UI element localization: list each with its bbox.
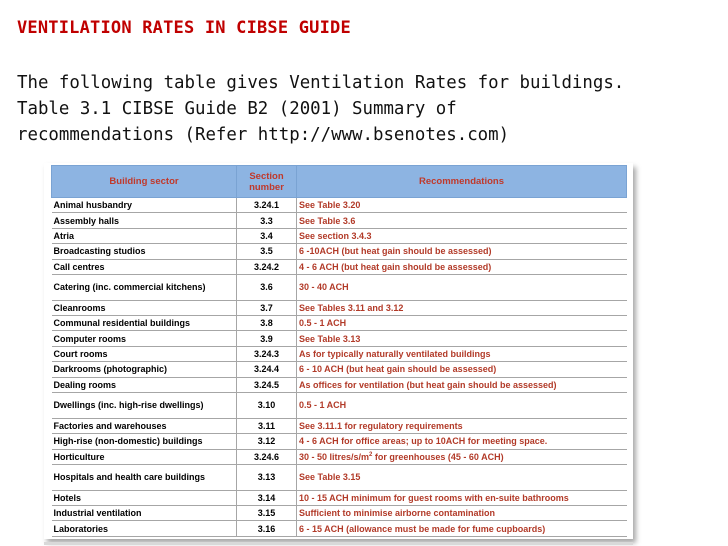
superscript: 2: [369, 451, 373, 458]
cell-recommendation: 4 - 6 ACH for office areas; up to 10ACH for meeting space.: [297, 434, 627, 449]
cell-recommendation: 6 -10ACH (but heat gain should be assessed): [297, 244, 627, 259]
table-row: [52, 346, 627, 361]
cell-section-number: 3.16: [237, 521, 297, 537]
cell-recommendation: 6 - 15 ACH (allowance must be made for fume cupboards): [297, 521, 627, 537]
table-row: [52, 244, 627, 259]
table-row: [52, 362, 627, 377]
cell-recommendation: 4 - 6 ACH (but heat gain should be assessed): [297, 259, 627, 274]
table-row: [52, 213, 627, 228]
table-row: [52, 434, 627, 449]
cell-building-sector: Computer rooms: [52, 331, 237, 346]
table-header-row: [52, 166, 627, 198]
footer-divider: [44, 542, 633, 545]
table-row: [52, 464, 627, 490]
table-row: [52, 331, 627, 346]
cell-recommendation: 10 - 15 ACH minimum for guest rooms with en-suite bathrooms: [297, 490, 627, 505]
cell-building-sector: Catering (inc. commercial kitchens): [52, 274, 237, 300]
intro-text: [17, 70, 717, 148]
cell-section-number: 3.10: [237, 392, 297, 418]
cell-recommendation: See Table 3.15: [297, 464, 627, 490]
header-section-number: Section number: [237, 166, 297, 198]
cell-section-number: 3.15: [237, 506, 297, 521]
cell-section-number: 3.6: [237, 274, 297, 300]
table-row: [52, 521, 627, 537]
cell-section-number: 3.24.5: [237, 377, 297, 392]
ventilation-table-image: [44, 163, 633, 539]
cell-recommendation: As offices for ventilation (but heat gain should be assessed): [297, 377, 627, 392]
table-row: [52, 300, 627, 315]
table-row: [52, 228, 627, 243]
cell-recommendation: See Tables 3.11 and 3.12: [297, 300, 627, 315]
table-row: [52, 449, 627, 464]
table-row: [52, 198, 627, 213]
cell-section-number: 3.9: [237, 331, 297, 346]
cell-building-sector: Atria: [52, 228, 237, 243]
cell-recommendation: See Table 3.6: [297, 213, 627, 228]
table-row: [52, 316, 627, 331]
cell-building-sector: Communal residential buildings: [52, 316, 237, 331]
cell-section-number: 3.14: [237, 490, 297, 505]
cell-building-sector: High-rise (non-domestic) buildings: [52, 434, 237, 449]
cell-recommendation: See 3.11.1 for regulatory requirements: [297, 418, 627, 433]
cell-building-sector: Call centres: [52, 259, 237, 274]
cell-section-number: 3.24.1: [237, 198, 297, 213]
cell-section-number: 3.7: [237, 300, 297, 315]
cell-recommendation: Sufficient to minimise airborne contamination: [297, 506, 627, 521]
table-row: [52, 490, 627, 505]
cell-building-sector: Broadcasting studios: [52, 244, 237, 259]
ventilation-rates-table: [51, 165, 627, 537]
table-body: [52, 198, 627, 537]
cell-recommendation: See Table 3.20: [297, 198, 627, 213]
cell-building-sector: Hotels: [52, 490, 237, 505]
cell-building-sector: Laboratories: [52, 521, 237, 537]
cell-building-sector: Cleanrooms: [52, 300, 237, 315]
cell-building-sector: Factories and warehouses: [52, 418, 237, 433]
cell-section-number: 3.24.3: [237, 346, 297, 361]
cell-recommendation: 0.5 - 1 ACH: [297, 316, 627, 331]
cell-building-sector: Assembly halls: [52, 213, 237, 228]
cell-section-number: 3.3: [237, 213, 297, 228]
cell-recommendation: 30 - 40 ACH: [297, 274, 627, 300]
cell-building-sector: Court rooms: [52, 346, 237, 361]
cell-section-number: 3.5: [237, 244, 297, 259]
table-row: [52, 392, 627, 418]
cell-building-sector: Dealing rooms: [52, 377, 237, 392]
table-row: [52, 418, 627, 433]
cell-section-number: 3.11: [237, 418, 297, 433]
cell-building-sector: Dwellings (inc. high-rise dwellings): [52, 392, 237, 418]
intro-line-3: recommendations (Refer http://www.bsenotes.com): [17, 125, 510, 145]
table-row: [52, 377, 627, 392]
cell-recommendation: See section 3.4.3: [297, 228, 627, 243]
cell-building-sector: Animal husbandry: [52, 198, 237, 213]
intro-line-1: The following table gives Ventilation Rates for buildings.: [17, 73, 625, 93]
header-building-sector: Building sector: [52, 166, 237, 198]
cell-section-number: 3.8: [237, 316, 297, 331]
table-row: [52, 506, 627, 521]
cell-building-sector: Horticulture: [52, 449, 237, 464]
cell-section-number: 3.24.4: [237, 362, 297, 377]
intro-line-2: Table 3.1 CIBSE Guide B2 (2001) Summary of: [17, 99, 457, 119]
cell-recommendation: See Table 3.13: [297, 331, 627, 346]
slide-title: VENTILATION RATES IN CIBSE GUIDE: [17, 18, 351, 38]
cell-section-number: 3.24.6: [237, 449, 297, 464]
cell-section-number: 3.12: [237, 434, 297, 449]
cell-building-sector: Industrial ventilation: [52, 506, 237, 521]
cell-building-sector: Darkrooms (photographic): [52, 362, 237, 377]
cell-recommendation: As for typically naturally ventilated buildings: [297, 346, 627, 361]
cell-section-number: 3.4: [237, 228, 297, 243]
cell-recommendation: 6 - 10 ACH (but heat gain should be assessed): [297, 362, 627, 377]
recommendation-text: for greenhouses (45 - 60 ACH): [372, 451, 504, 462]
cell-building-sector: Hospitals and health care buildings: [52, 464, 237, 490]
cell-section-number: 3.24.2: [237, 259, 297, 274]
cell-recommendation: [297, 449, 627, 464]
recommendation-text: 30 - 50 litres/s/m: [299, 451, 370, 462]
cell-recommendation: 0.5 - 1 ACH: [297, 392, 627, 418]
table-row: [52, 274, 627, 300]
table-row: [52, 259, 627, 274]
cell-section-number: 3.13: [237, 464, 297, 490]
header-recommendations: Recommendations: [297, 166, 627, 198]
